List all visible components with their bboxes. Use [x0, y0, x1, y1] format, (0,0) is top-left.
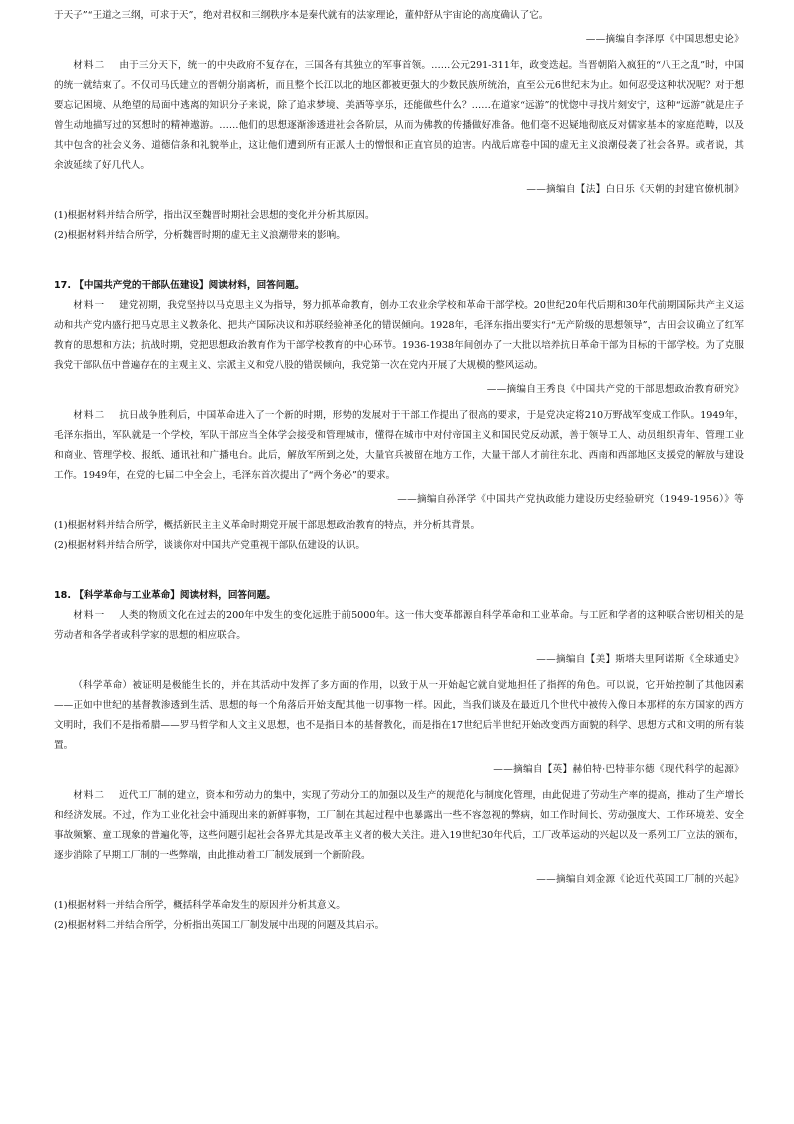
q17-material-1-label: 材料一: [73, 300, 106, 311]
q17-material-2-text: 抗日战争胜利后，中国革命进入了一个新的时期，形势的发展对于干部工作提出了很高的要求，于是党决定将210万野战军变成工作队。1949年，毛泽东指出，军队就是一个学校，军队干部应当全体学会接受和管理城市，懂得在城市中对付帝国主义和国民党反动派，善于领导工人、动员组织青年、管理工业和商业、管理学校、报纸、通讯社和广播电台。此后，解放军所到之处，大量官兵被留在地方工作，大量干部人才前往东北、西南和西部地区支援党的解放与建设工作。1949年，在党的七届二中全会上，毛泽东首次提出了“两个务必”的要求。: [54, 410, 745, 481]
q18-material-2-label: 材料二: [73, 790, 106, 801]
q17-material-1-text: 建党初期，我党坚持以马克思主义为指导，努力抓革命教育，创办工农业余学校和革命干部学校。20世纪20年代后期和30年代前期国际共产主义运动和共产党内盛行把马克思主义教条化、把共产国际决议和苏联经验神圣化的错误倾向。1928年，毛泽东指出要实行“无产阶级的思想领导”，古田会议确立了红军教育的思想和方法；抗战时期，党把思想政治教育作为干部学校教育的中心环节。1936-1938年间创办了一大批以培养抗日革命干部为目标的干部学校。为了克服我党干部队伍中普遍存在的主观主义、宗派主义和党八股的错误倾向，我党第一次在党内开展了大规模的整风运动。: [54, 300, 745, 371]
q18-material-1: [54, 606, 744, 646]
q16-source-1: ——摘编自李泽厚《中国思想史论》: [585, 34, 744, 45]
q16-source-2: ——摘编自【法】白日乐《天朝的封建官僚机制》: [526, 184, 744, 195]
q17-subquestion-2: (2)根据材料并结合所学，谈谈你对中国共产党重视干部队伍建设的认识。: [54, 540, 365, 551]
q18-material-1-label: 材料一: [73, 610, 106, 621]
q18-source-1b: ——摘编自【英】赫伯特·巴特菲尔德《现代科学的起源》: [493, 764, 744, 775]
q18-source-2: ——摘编自刘金源《论近代英国工厂制的兴起》: [536, 874, 744, 885]
q16-material-2-label: 材料二: [73, 60, 106, 71]
q18-material-1b: （科学革命）被证明是极能生长的，并在其活动中发挥了多方面的作用，以致于从一开始起它就自觉地担任了指挥的角色。可以说，它开始控制了其他因素——正如中世纪的基督教渗透到生活、思想的每一个角落后开始支配其他一切事物一样。因此，当我们谈及在最近几个世代中被传入像日本那样的东方国家的西方文明时，我们不是指希腊——罗马哲学和人文主义思想，也不是指日本的基督教化，而是指在17世纪后半世纪开始改变西方面貌的科学、思想方式和文明的所有装置。: [54, 680, 744, 751]
question-17-section: [54, 276, 744, 556]
q17-material-1: [54, 296, 744, 376]
q18-material-1-text: 人类的物质文化在过去的200年中发生的变化远胜于前5000年。这一伟大变革都源自科学革命和工业革命。与工匠和学者的这种联合密切相关的是劳动者和各学者或科学家的思想的相应联合。: [54, 610, 745, 641]
q17-material-2: [54, 406, 744, 486]
q17-material-2-label: 材料二: [73, 410, 106, 421]
q16-intro-tail: 于天子”“王道之三纲，可求于天”，绝对君权和三纲秩序本是秦代就有的法家理论，董仲舒从宇宙论的高度确认了它。: [54, 10, 549, 21]
q18-heading: 18. 【科学革命与工业革命】阅读材料，回答问题。: [54, 590, 276, 601]
q16-material-2-text: 由于三分天下，统一的中央政府不复存在，三国各有其独立的军事首领。……公元291-311年，政变迭起。当晋朝陷入疯狂的“八王之乱”时，中国的统一就结束了。不仅司马氏建立的晋朝分崩离析，而且整个长江以北的地区都被更强大的少数民族所统治，直至公元6世纪末为止。如何忍受这种状况呢？对于想要忘记困境、从绝望的局面中逃离的知识分子来说，除了追求梦境、美酒等享乐，还能做些什么？……在道家“远游”的忧惚中寻找片刻安宁，这种“远游”就是庄子曾生动地描写过的冥想时的精神遨游。……他们的思想逐渐渗透进社会各阶层，从而为佛教的传播做好准备。他们毫不迟疑地彻底反对儒家基本的家庭范畴，以及其中包含的社会义务、道德信条和礼貌举止，这让他们遭到所有正派人士的憎恨和正直官员的迫害。内战后席卷中国的虚无主义浪潮侵袭了社会各界。或者说，其余波延续了好几代人。: [54, 60, 744, 171]
q17-subquestion-1: (1)根据材料并结合所学，概括新民主主义革命时期党开展干部思想政治教育的特点，并分析其背景。: [54, 520, 481, 531]
q18-source-1: ——摘编自【美】斯塔夫里阿诺斯《全球通史》: [536, 654, 744, 665]
q16-subquestion-1: (1)根据材料并结合所学，指出汉至魏晋时期社会思想的变化并分析其原因。: [54, 210, 375, 221]
q18-material-2: [54, 786, 744, 866]
q16-material-2: [54, 56, 744, 176]
q16-subquestion-2: (2)根据材料并结合所学，分析魏晋时期的虚无主义浪潮带来的影响。: [54, 230, 346, 241]
q17-source-2: ——摘编自孙泽学《中国共产党执政能力建设历史经验研究（1949-1956）》等: [397, 494, 744, 505]
question-18-section: [54, 586, 744, 936]
q18-subquestion-1: (1)根据材料一并结合所学，概括科学革命发生的原因并分析其意义。: [54, 900, 346, 911]
q17-heading: 17. 【中国共产党的干部队伍建设】阅读材料，回答问题。: [54, 280, 305, 291]
q18-material-2-text: 近代工厂制的建立，资本和劳动力的集中，实现了劳动分工的加强以及生产的规范化与制度化管理，由此促进了劳动生产率的提高，推动了生产增长和经济发展。不过，作为工业化社会中涌现出来的新鲜事物，工厂制在其起过程中也暴露出一些不容忽视的弊病，如工作时间长、劳动强度大、工作环境差、安全事故频繁、童工现象的普遍化等，这些问题引起社会各界尤其是改革主义者的极大关注。进入19世纪30年代后，工厂改革运动的兴起以及一系列工厂立法的颁布，逐步消除了早期工厂制的一些弊端，由此推动着工厂制发展到一个新阶段。: [54, 790, 745, 861]
q17-source-1: ——摘编自王秀良《中国共产党的干部思想政治教育研究》: [486, 384, 744, 395]
question-16-section: [54, 6, 744, 246]
q18-subquestion-2: (2)根据材料二并结合所学，分析指出英国工厂制发展中出现的问题及其启示。: [54, 920, 385, 931]
